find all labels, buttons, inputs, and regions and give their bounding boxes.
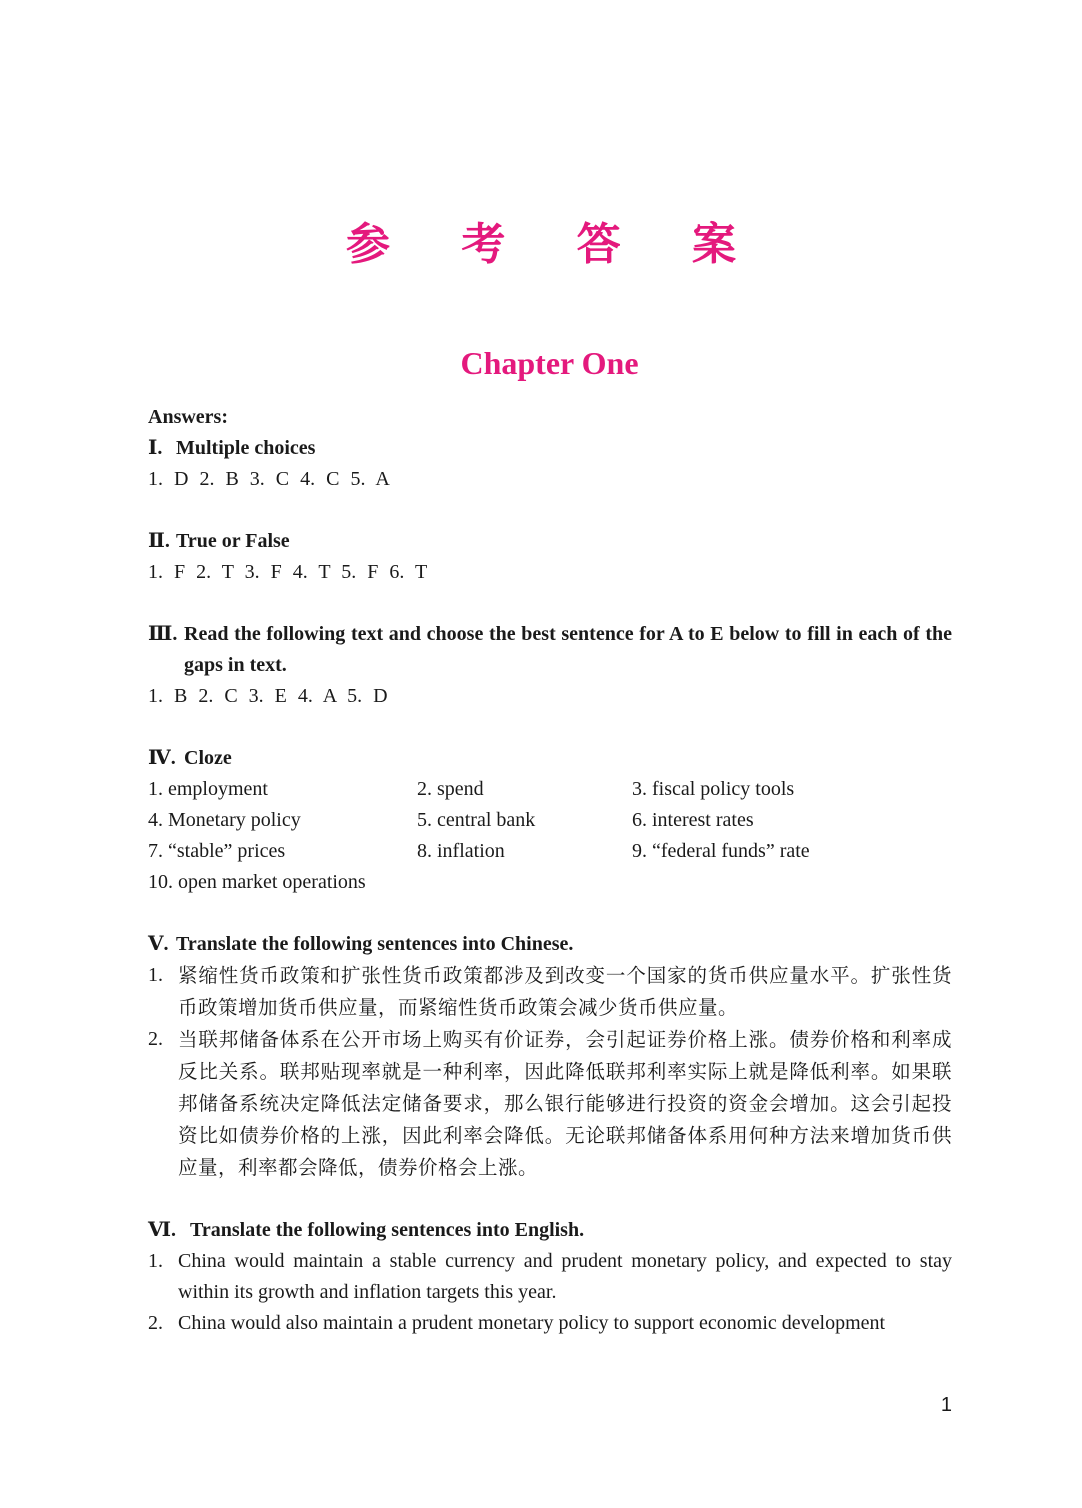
cloze-item: 7. “stable” prices	[148, 840, 286, 862]
section-number: Ⅵ.	[148, 1219, 176, 1241]
section-heading-cloze	[148, 743, 952, 774]
item-number: 2.	[148, 1028, 163, 1050]
multiple-choice-answers: 1. D 2. B 3. C 4. C 5. A	[148, 468, 390, 490]
section-title: Cloze	[184, 747, 232, 769]
section-heading-translate-chinese	[148, 929, 952, 960]
cloze-row	[148, 867, 952, 898]
answers-label: Answers:	[148, 406, 228, 428]
chapter-title: Chapter One	[460, 345, 639, 381]
item-text: 紧缩性货币政策和扩张性货币政策都涉及到改变一个国家的货币供应量水平。扩张性货币政策增加货币供应量，而紧缩性货币政策会减少货币供应量。	[178, 964, 952, 1019]
section-heading-multiple-choice	[148, 433, 952, 464]
translation-english-list	[148, 1246, 952, 1339]
section-heading-gap-fill	[148, 619, 952, 681]
page-number: 1	[940, 1394, 952, 1416]
section-title: Translate the following sentences into English.	[190, 1219, 585, 1241]
gap-fill-answers: 1. B 2. C 3. E 4. A 5. D	[148, 685, 388, 707]
cloze-item: 3. fiscal policy tools	[632, 778, 795, 800]
section-number: Ⅱ.	[148, 530, 170, 552]
section-heading-true-false	[148, 526, 952, 557]
cloze-row	[148, 836, 952, 867]
item-number: 1.	[148, 964, 163, 986]
list-item	[148, 960, 952, 1024]
item-number: 1.	[148, 1250, 163, 1272]
section-title: Translate the following sentences into Chinese.	[176, 933, 574, 955]
cloze-row	[148, 805, 952, 836]
list-item	[148, 1246, 952, 1308]
item-text: China would maintain a stable currency and prudent monetary policy, and expected to stay within its growth and inflation targets this year.	[178, 1250, 952, 1303]
cloze-item: 4. Monetary policy	[148, 809, 301, 831]
section-number: Ⅰ.	[148, 437, 163, 459]
section-heading-translate-english	[148, 1215, 952, 1246]
cloze-item: 6. interest rates	[632, 809, 754, 831]
item-number: 2.	[148, 1312, 163, 1334]
cloze-item: 8. inflation	[417, 840, 505, 862]
cloze-item: 9. “federal funds” rate	[632, 840, 810, 862]
true-false-answers: 1. F 2. T 3. F 4. T 5. F 6. T	[148, 561, 428, 583]
item-text: China would also maintain a prudent monetary policy to support economic development	[178, 1312, 886, 1334]
section-number: Ⅳ.	[148, 747, 176, 769]
cloze-item: 5. central bank	[417, 809, 536, 831]
cloze-item: 10. open market operations	[148, 871, 366, 893]
list-item	[148, 1308, 952, 1339]
cloze-answer-grid	[148, 774, 952, 898]
page-title: 参 考 答 案	[346, 219, 764, 270]
cloze-item: 2. spend	[417, 778, 484, 800]
section-title: Multiple choices	[176, 437, 316, 459]
section-number: Ⅴ.	[148, 933, 169, 955]
item-text: 当联邦储备体系在公开市场上购买有价证券，会引起证券价格上涨。债券价格和利率成反比关系。联邦贴现率就是一种利率，因此降低联邦利率实际上就是降低利率。如果联邦储备系统决定降低法定储备要求，那么银行能够进行投资的资金会增加。这会引起投资比如债券价格的上涨，因此利率会降低。无论联邦储备体系用何种方法来增加货币供应量，利率都会降低，债券价格会上涨。	[178, 1028, 952, 1179]
cloze-item: 1. employment	[148, 778, 268, 800]
answers-content	[148, 402, 952, 1339]
cloze-row	[148, 774, 952, 805]
list-item	[148, 1024, 952, 1184]
section-number: Ⅲ.	[148, 623, 178, 645]
section-title: True or False	[176, 530, 290, 552]
translation-chinese-list	[148, 960, 952, 1184]
section-title: Read the following text and choose the best sentence for A to E below to fill in each of the gaps in text.	[184, 623, 952, 676]
